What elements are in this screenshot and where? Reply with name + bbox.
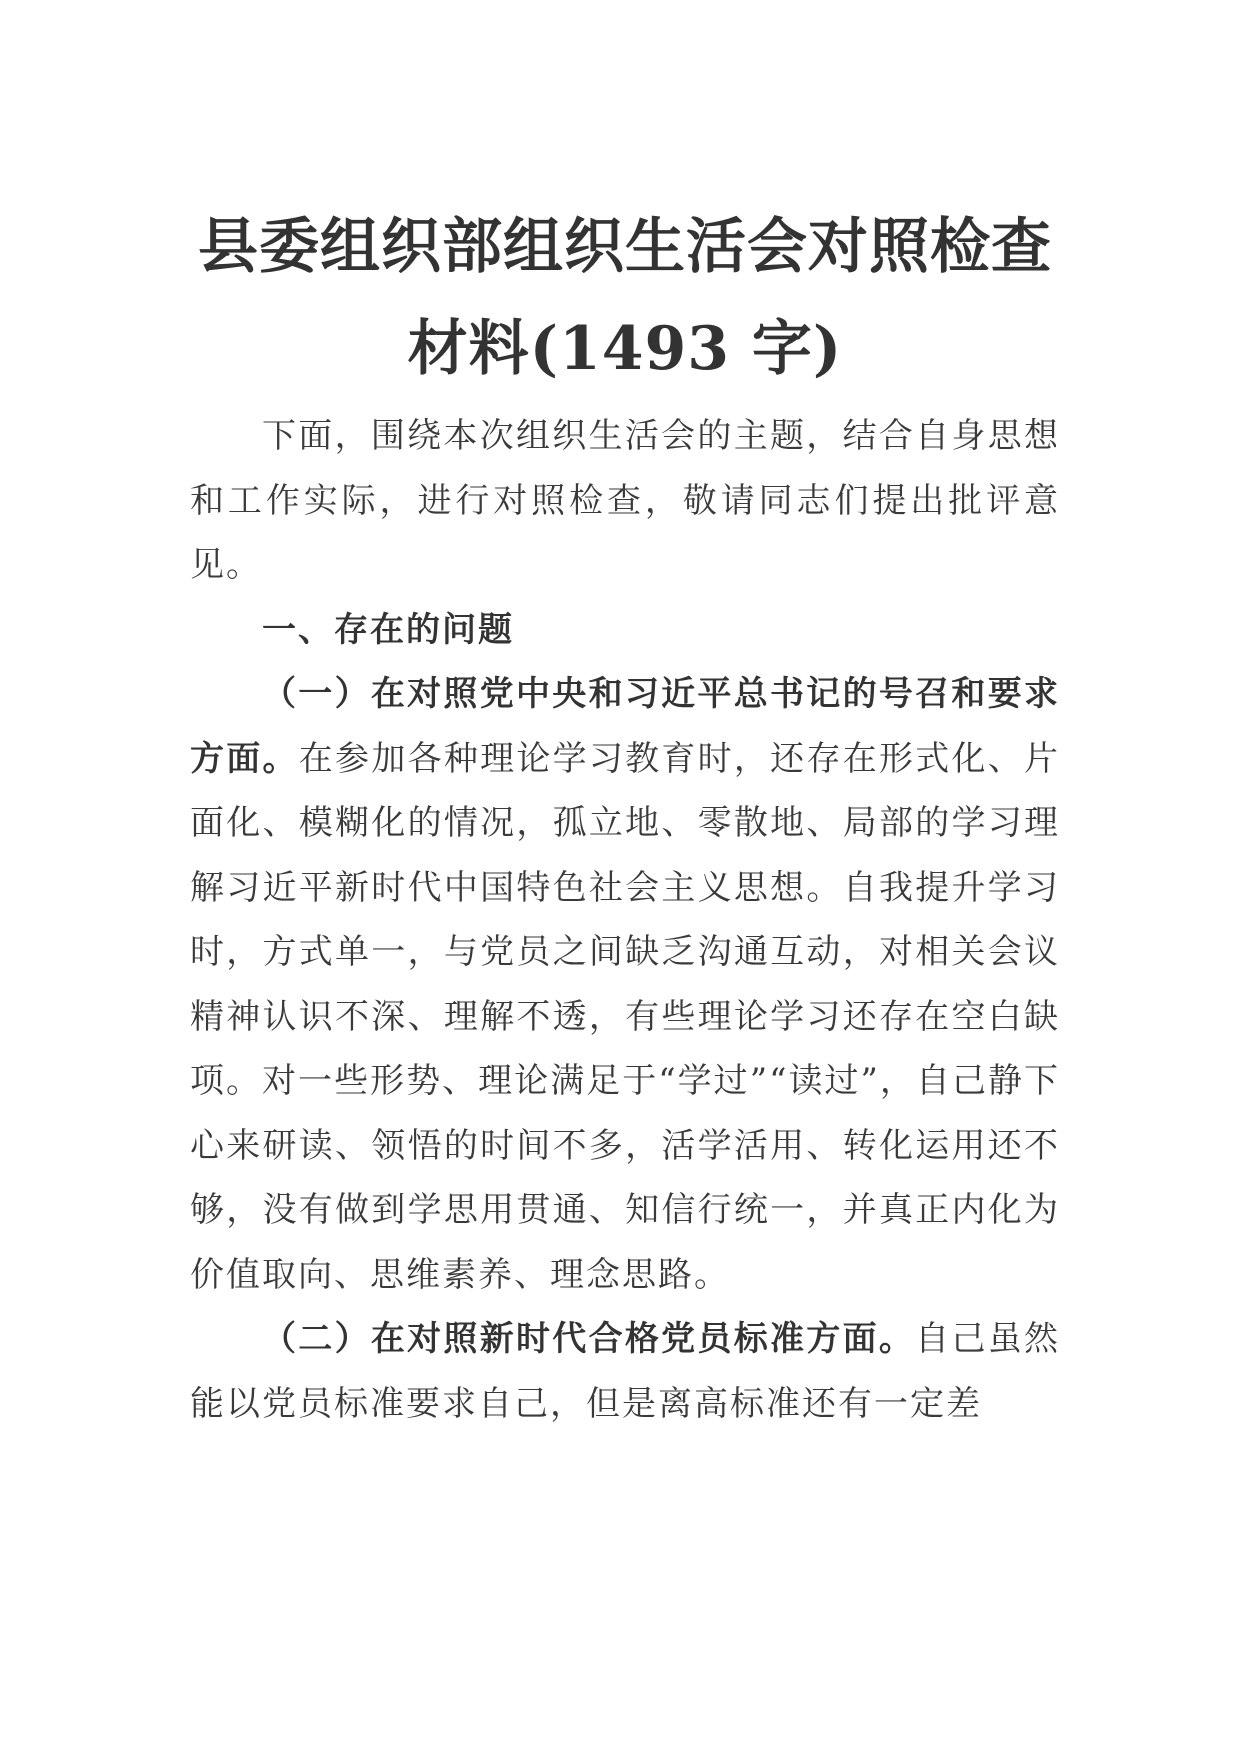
intro-paragraph: 下面，围绕本次组织生活会的主题，结合自身思想和工作实际，进行对照检查，敬请同志们提出批评意见。 <box>190 416 1060 585</box>
title-line-1: 县委组织部组织生活会对照检查 <box>198 212 1052 282</box>
document-body <box>190 404 1060 1436</box>
item-1-lead: （一）在对照党中央和习近平总书记的号召和要求方面。 <box>190 674 1060 779</box>
title-line-2: 材料(1493 字) <box>407 314 843 384</box>
item-1-paragraph <box>190 662 1060 1307</box>
item-2-text: 自己虽然能以党员标准要求自己，但是离高标准还有一定差 <box>190 1319 1061 1424</box>
document-page <box>190 196 1060 1436</box>
document-title <box>190 196 1060 400</box>
item-2-paragraph <box>190 1307 1060 1436</box>
section-heading-problems: 一、存在的问题 <box>262 609 514 650</box>
item-1-text: 在参加各种理论学习教育时，还存在形式化、片面化、模糊化的情况，孤立地、零散地、局部的学习理解习近平新时代中国特色社会主义思想。自我提升学习时，方式单一，与党员之间缺乏沟通互动，对相关会议精神认识不深、理解不透，有些理论学习还存在空白缺项。对一些形势、理论满足于“学过”“读过”，自己静下心来研读、领悟的时间不多，活学活用、转化运用还不够，没有做到学思用贯通、知信行统一，并真正内化为价值取向、思维素养、理念思路。 <box>190 738 1061 1295</box>
item-2-lead: （二）在对照新时代合格党员标准方面。 <box>262 1319 916 1359</box>
